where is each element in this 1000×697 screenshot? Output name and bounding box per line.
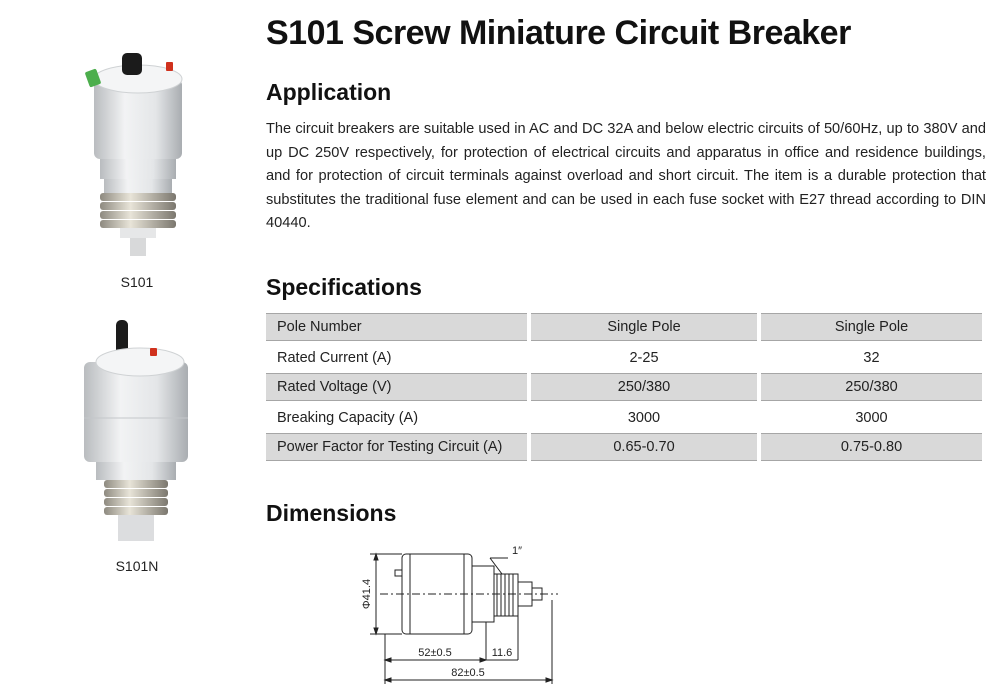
- s101-product-image: [78, 48, 198, 263]
- s101n-value: 0.75-0.80: [761, 433, 982, 461]
- row-label: Breaking Capacity (A): [277, 410, 419, 426]
- dimensions-heading: Dimensions: [266, 500, 397, 526]
- table-row: [266, 343, 981, 371]
- s101n-value: 32: [863, 350, 880, 366]
- s101-label: S101: [120, 274, 154, 290]
- thread-label: 1″: [512, 545, 523, 557]
- row-label: Rated Voltage (V): [266, 373, 527, 401]
- thread-length-label: 11.6: [491, 647, 513, 659]
- application-text: The circuit breakers are suitable used in AC and DC 32A and below electric circuits of 50/60Hz, up to 380V and up DC 250V respectively, for protection of electrical circuits and apparatus in office and residence buildings, and for protection of circuit terminals against overload and short circuit. The item is a durable protection that substitutes the traditional fuse element and can be used in each fuse socket with E27 thread according to DIN 40440.: [266, 121, 986, 231]
- s101n-value: 250/380: [761, 373, 982, 401]
- table-row: [266, 373, 981, 401]
- s101-value: 2-25: [629, 350, 659, 366]
- table-row: [266, 313, 981, 341]
- row-label: Power Factor for Testing Circuit (A): [266, 433, 527, 461]
- s101-value: 250/380: [531, 373, 757, 401]
- s101n-product-image: [78, 318, 198, 550]
- application-heading: Application: [266, 79, 392, 105]
- specifications-heading: Specifications: [266, 274, 422, 300]
- page-title: S101 Screw Miniature Circuit Breaker: [266, 14, 851, 52]
- s101n-label: S101N: [115, 558, 159, 574]
- s101n-value: 3000: [855, 410, 888, 426]
- table-row: [266, 403, 981, 431]
- s101-value: 0.65-0.70: [531, 433, 757, 461]
- table-row: [266, 433, 981, 461]
- s101-value: Single Pole: [531, 313, 757, 341]
- total-length-label: 82±0.5: [451, 667, 485, 679]
- dimensions-drawing: [340, 536, 580, 686]
- s101n-value: Single Pole: [761, 313, 982, 341]
- row-label: Pole Number: [266, 313, 527, 341]
- s101-value: 3000: [627, 410, 661, 426]
- row-label: Rated Current (A): [277, 350, 392, 366]
- diameter-label: Φ41.4: [361, 578, 373, 610]
- body-length-label: 52±0.5: [418, 647, 452, 659]
